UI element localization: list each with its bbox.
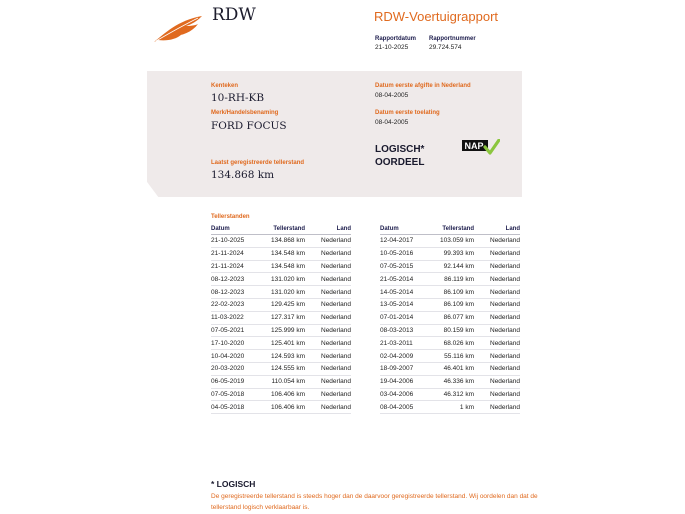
table-row	[380, 324, 520, 337]
table-row	[380, 247, 520, 260]
cell-country: Nederland	[305, 324, 351, 337]
cell-country: Nederland	[474, 273, 520, 286]
table-row	[211, 311, 351, 324]
cell-date: 10-04-2020	[211, 350, 268, 363]
verdict-line-2: OORDEEL	[375, 157, 425, 168]
cell-date: 03-04-2006	[380, 388, 437, 401]
last-odometer-label: Laatst geregistreerde tellerstand	[211, 160, 305, 166]
cell-country: Nederland	[474, 298, 520, 311]
header-reading: Tellerstand	[268, 224, 305, 235]
cell-country: Nederland	[474, 362, 520, 375]
cell-date: 07-05-2021	[211, 324, 268, 337]
cell-country: Nederland	[474, 235, 520, 248]
cell-date: 20-03-2020	[211, 362, 268, 375]
odometer-table-right	[380, 224, 520, 414]
cell-reading: 86.119 km	[437, 273, 474, 286]
make-label: Merk/Handelsbenaming	[211, 110, 279, 116]
table-row	[380, 337, 520, 350]
nap-logo-text: NAP	[464, 141, 484, 151]
cell-reading: 106.406 km	[268, 388, 305, 401]
cell-date: 17-10-2020	[211, 337, 268, 350]
cell-reading: 46.401 km	[437, 362, 474, 375]
cell-reading: 110.054 km	[268, 375, 305, 388]
table-row	[380, 298, 520, 311]
cell-country: Nederland	[305, 247, 351, 260]
cell-country: Nederland	[305, 388, 351, 401]
cell-reading: 80.159 km	[437, 324, 474, 337]
cell-country: Nederland	[474, 286, 520, 299]
cell-country: Nederland	[474, 388, 520, 401]
footnote-title: * LOGISCH	[211, 479, 256, 489]
plate-value: 10-RH-KB	[211, 92, 265, 104]
table-row	[211, 273, 351, 286]
table-header-row	[380, 224, 520, 235]
cell-date: 11-03-2022	[211, 311, 268, 324]
cell-reading: 131.020 km	[268, 286, 305, 299]
table-row	[380, 311, 520, 324]
table-row	[211, 375, 351, 388]
table-row	[380, 286, 520, 299]
cell-reading: 86.109 km	[437, 286, 474, 299]
cell-date: 10-05-2016	[380, 247, 437, 260]
cell-reading: 92.144 km	[437, 260, 474, 273]
cell-country: Nederland	[305, 401, 351, 414]
cell-date: 07-05-2018	[211, 388, 268, 401]
cell-date: 07-01-2014	[380, 311, 437, 324]
table-header-row	[211, 224, 351, 235]
cell-reading: 86.109 km	[437, 298, 474, 311]
brand-name: RDW	[212, 5, 256, 25]
cell-country: Nederland	[474, 311, 520, 324]
cell-date: 18-09-2007	[380, 362, 437, 375]
cell-date: 14-05-2014	[380, 286, 437, 299]
cell-reading: 134.548 km	[268, 260, 305, 273]
report-number-label: Rapportnummer	[429, 36, 476, 42]
cell-country: Nederland	[305, 286, 351, 299]
cell-country: Nederland	[474, 324, 520, 337]
cell-reading: 86.077 km	[437, 311, 474, 324]
table-row	[211, 235, 351, 248]
cell-reading: 134.548 km	[268, 247, 305, 260]
table-row	[380, 235, 520, 248]
cell-country: Nederland	[474, 337, 520, 350]
table-row	[380, 375, 520, 388]
table-row	[211, 324, 351, 337]
cell-date: 21-11-2024	[211, 260, 268, 273]
cell-date: 08-12-2023	[211, 273, 268, 286]
last-odometer-value: 134.868 km	[211, 169, 275, 181]
cell-country: Nederland	[305, 298, 351, 311]
first-reg-nl-label: Datum eerste afgifte in Nederland	[375, 83, 471, 89]
table-row	[380, 350, 520, 363]
table-row	[211, 298, 351, 311]
cell-reading: 129.425 km	[268, 298, 305, 311]
table-row	[211, 350, 351, 363]
cell-country: Nederland	[305, 273, 351, 286]
table-row	[211, 337, 351, 350]
report-date-label: Rapportdatum	[375, 36, 416, 42]
cell-date: 08-03-2013	[380, 324, 437, 337]
table-row	[211, 388, 351, 401]
cell-reading: 46.312 km	[437, 388, 474, 401]
cell-date: 19-04-2006	[380, 375, 437, 388]
cell-date: 08-04-2005	[380, 401, 437, 414]
table-row	[211, 401, 351, 414]
cell-country: Nederland	[305, 311, 351, 324]
cell-country: Nederland	[474, 247, 520, 260]
first-admission-label: Datum eerste toelating	[375, 110, 440, 116]
header-reading: Tellerstand	[437, 224, 474, 235]
vehicle-summary-panel	[147, 71, 522, 197]
cell-country: Nederland	[474, 260, 520, 273]
header-date: Datum	[380, 224, 437, 235]
cell-country: Nederland	[305, 375, 351, 388]
cell-reading: 46.336 km	[437, 375, 474, 388]
cell-reading: 125.401 km	[268, 337, 305, 350]
cell-reading: 106.406 km	[268, 401, 305, 414]
odometer-section-title: Tellerstanden	[211, 214, 250, 220]
cell-date: 04-05-2018	[211, 401, 268, 414]
cell-country: Nederland	[305, 260, 351, 273]
cell-date: 21-11-2024	[211, 247, 268, 260]
report-number: 29.724.574	[429, 44, 462, 51]
cell-country: Nederland	[305, 337, 351, 350]
table-row	[380, 388, 520, 401]
cell-date: 13-05-2014	[380, 298, 437, 311]
report-date: 21-10-2025	[375, 44, 409, 51]
cell-date: 06-05-2019	[211, 375, 268, 388]
table-row	[211, 247, 351, 260]
cell-country: Nederland	[305, 235, 351, 248]
cell-country: Nederland	[474, 350, 520, 363]
verdict	[375, 143, 424, 169]
cell-reading: 124.555 km	[268, 362, 305, 375]
cell-date: 21-10-2025	[211, 235, 268, 248]
table-row	[211, 286, 351, 299]
cell-reading: 103.059 km	[437, 235, 474, 248]
cell-reading: 125.999 km	[268, 324, 305, 337]
cell-date: 22-02-2023	[211, 298, 268, 311]
odometer-table-left	[211, 224, 351, 414]
report-title: RDW-Voertuigrapport	[374, 9, 499, 24]
header-date: Datum	[211, 224, 268, 235]
table-row	[380, 362, 520, 375]
table-row	[380, 401, 520, 414]
cell-reading: 131.020 km	[268, 273, 305, 286]
header-country: Land	[474, 224, 520, 235]
table-row	[380, 273, 520, 286]
plate-label: Kenteken	[211, 83, 239, 89]
cell-reading: 55.116 km	[437, 350, 474, 363]
cell-reading: 134.868 km	[268, 235, 305, 248]
cell-country: Nederland	[305, 350, 351, 363]
table-row	[380, 260, 520, 273]
table-row	[211, 260, 351, 273]
cell-date: 21-05-2014	[380, 273, 437, 286]
cell-date: 12-04-2017	[380, 235, 437, 248]
nap-logo-icon	[462, 139, 500, 157]
cell-reading: 99.393 km	[437, 247, 474, 260]
cell-country: Nederland	[474, 375, 520, 388]
first-reg-nl-value: 08-04-2005	[375, 92, 409, 99]
cell-reading: 68.026 km	[437, 337, 474, 350]
table-row	[211, 362, 351, 375]
cell-date: 07-05-2015	[380, 260, 437, 273]
header-country: Land	[305, 224, 351, 235]
cell-reading: 1 km	[437, 401, 474, 414]
cell-date: 08-12-2023	[211, 286, 268, 299]
footnote-text: De geregistreerde tellerstand is steeds hoger dan de daarvoor geregistreerde tellerstand. Wij oordelen dan dat de tellerstand logisch verklaarbaar is.	[211, 493, 538, 511]
rdw-feather-logo-icon	[152, 14, 204, 44]
make-value: FORD FOCUS	[211, 120, 287, 132]
cell-date: 02-04-2009	[380, 350, 437, 363]
cell-reading: 124.593 km	[268, 350, 305, 363]
verdict-line-1: LOGISCH*	[375, 144, 425, 155]
first-admission-value: 08-04-2005	[375, 119, 409, 126]
cell-country: Nederland	[474, 401, 520, 414]
cell-reading: 127.317 km	[268, 311, 305, 324]
cell-date: 21-03-2011	[380, 337, 437, 350]
cell-country: Nederland	[305, 362, 351, 375]
